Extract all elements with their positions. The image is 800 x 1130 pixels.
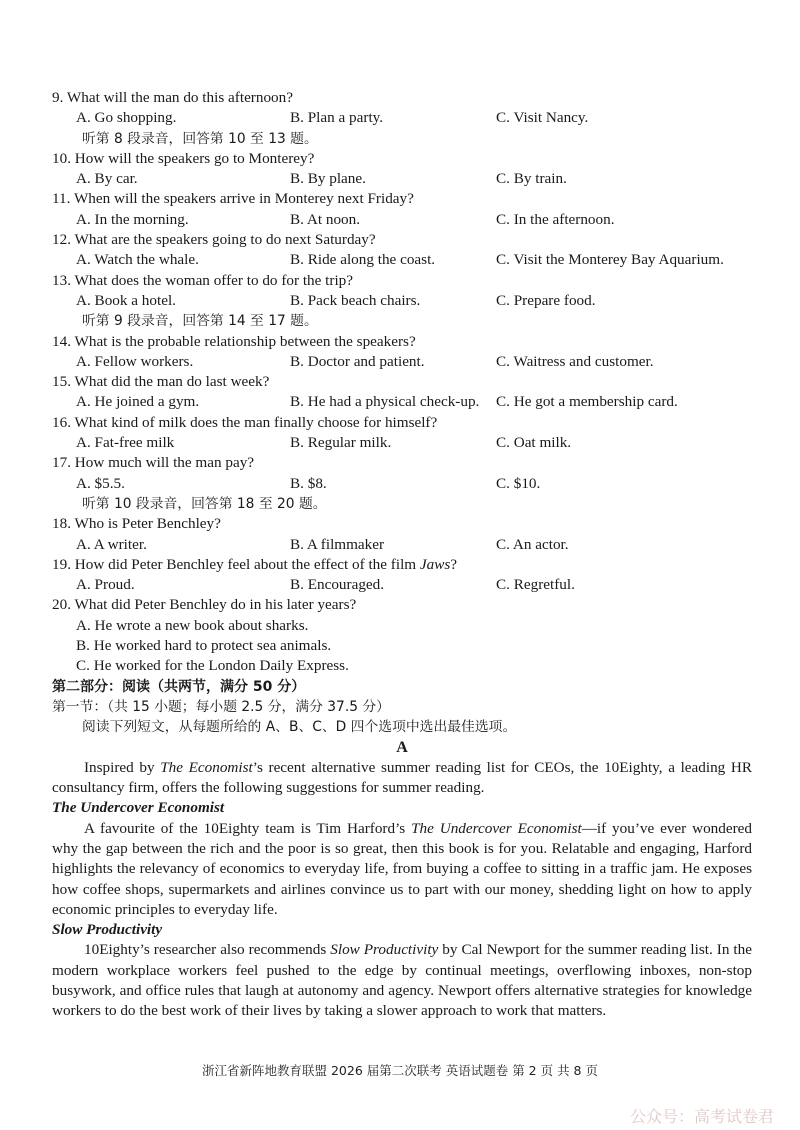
option-b: B. Pack beach chairs. <box>290 291 421 309</box>
question-15: 15. What did the man do last week? <box>52 373 270 391</box>
exam-page <box>52 88 752 1022</box>
question-14-options <box>52 352 752 372</box>
question-9-options <box>52 108 752 128</box>
question-9: 9. What will the man do this afternoon? <box>52 89 293 106</box>
option-c: C. By train. <box>496 170 567 188</box>
watermark: 公众号：高考试卷君 <box>629 1107 774 1126</box>
option-a: A. He joined a gym. <box>76 393 200 411</box>
option-b: B. Plan a party. <box>290 109 384 127</box>
question-11: 11. When will the speakers arrive in Monterey next Friday? <box>52 190 414 208</box>
option-c: C. Visit the Monterey Bay Aquarium. <box>496 251 724 269</box>
option-c: C. Prepare food. <box>496 291 596 309</box>
option-a: A. By car. <box>76 170 138 188</box>
option-b: B. Regular milk. <box>290 434 392 452</box>
option-a: A. Fat-free milk <box>76 434 175 452</box>
question-14: 14. What is the probable relationship between the speakers? <box>52 332 416 350</box>
section-1-title: 第一节：（共 15 小题；每小题 2.5 分，满分 37.5 分） <box>52 698 390 715</box>
option-a: A. Fellow workers. <box>76 352 194 370</box>
option-c: C. $10. <box>496 474 541 492</box>
instruction-section-9: 听第 9 段录音，回答第 14 至 17 题。 <box>82 313 318 330</box>
book-1-title: The Undercover Economist <box>52 799 225 817</box>
question-17-options <box>52 474 752 494</box>
instruction-section-10: 听第 10 段录音，回答第 18 至 20 题。 <box>82 495 327 512</box>
book-2-title: Slow Productivity <box>52 921 163 939</box>
question-13-options <box>52 291 752 311</box>
question-19-options <box>52 575 752 595</box>
option-a: A. Go shopping. <box>76 109 177 127</box>
question-10-options <box>52 169 752 189</box>
instruction-section-8: 听第 8 段录音，回答第 10 至 13 题。 <box>82 130 318 147</box>
option-c: C. Oat milk. <box>496 434 572 452</box>
book-1-paragraph: A favourite of the 10Eighty team is Tim Harford’s The Undercover Economist—if you’ve ever wondered why the gap between the rich and the poor is so great, then this book is for you. Relatable and engaging, Harford highlights the relevancy of economics to everyday life, from buying a coffee to sitting in a traffic jam. He exposes how coffee shops, supermarkets and airlines convince us to part with our money, shedding light on how to apply economic principles to everyday life. <box>52 819 752 918</box>
option-c: C. Regretful. <box>496 576 575 594</box>
question-17: 17. How much will the man pay? <box>52 454 255 472</box>
reading-instruction: 阅读下列短文，从每题所给的 A、B、C、D 四个选项中选出最佳选项。 <box>82 719 517 736</box>
option-c: C. He got a membership card. <box>496 393 678 411</box>
question-16-options <box>52 433 752 453</box>
option-a: A. Proud. <box>76 576 135 594</box>
question-12: 12. What are the speakers going to do next Saturday? <box>52 231 376 249</box>
option-b: B. By plane. <box>290 170 366 188</box>
question-13: 13. What does the woman offer to do for the trip? <box>52 271 354 289</box>
option-a: A. Watch the whale. <box>76 251 199 269</box>
question-18-options <box>52 535 752 555</box>
option-c: C. In the afternoon. <box>496 210 615 228</box>
book-2-paragraph: 10Eighty’s researcher also recommends Slow Productivity by Cal Newport for the summer reading list. In the modern workplace workers feel pushed to the edge by continual meetings, overflowing inboxes, non-stop busywork, and office rules that laugh at autonomy and agency. Newport offers alternative strategies for knowledge workers to do the best work of their lives by taking a slower approach to work that matters. <box>52 941 752 1020</box>
question-16: 16. What kind of milk does the man finally choose for himself? <box>52 413 438 431</box>
option-b: B. He had a physical check-up. <box>290 393 480 411</box>
option-c: C. Waitress and customer. <box>496 352 654 370</box>
option-b: B. Ride along the coast. <box>290 251 436 269</box>
option-c: C. Visit Nancy. <box>496 109 589 127</box>
option-b: B. Doctor and patient. <box>290 352 425 370</box>
question-12-options <box>52 250 752 270</box>
option-b: B. A filmmaker <box>290 535 385 553</box>
option-a: A. He wrote a new book about sharks. <box>76 616 309 634</box>
option-b: B. He worked hard to protect sea animals. <box>76 637 332 655</box>
passage-label: A <box>396 738 408 756</box>
option-c: C. An actor. <box>496 535 569 553</box>
page-footer: 浙江省新阵地教育联盟 2026 届第二次联考 英语试题卷 第 2 页 共 8 页 <box>202 1063 598 1078</box>
question-18: 18. Who is Peter Benchley? <box>52 515 221 533</box>
option-a: A. In the morning. <box>76 210 189 228</box>
question-10: 10. How will the speakers go to Monterey? <box>52 149 315 167</box>
option-a: A. A writer. <box>76 535 147 553</box>
passage-intro: Inspired by The Economist’s recent alternative summer reading list for CEOs, the 10Eighty, a leading HR consultancy firm, offers the following suggestions for summer reading. <box>52 758 752 797</box>
question-11-options <box>52 210 752 230</box>
option-c: C. He worked for the London Daily Express. <box>76 657 349 675</box>
question-19: 19. How did Peter Benchley feel about the effect of the film Jaws? <box>52 555 458 573</box>
option-a: A. $5.5. <box>76 474 125 492</box>
option-b: B. Encouraged. <box>290 576 385 594</box>
part-2-title: 第二部分：阅读（共两节，满分 50 分） <box>52 678 306 695</box>
option-a: A. Book a hotel. <box>76 291 176 309</box>
option-b: B. $8. <box>290 474 327 492</box>
option-b: B. At noon. <box>290 210 361 228</box>
question-20: 20. What did Peter Benchley do in his later years? <box>52 596 357 614</box>
question-15-options <box>52 392 752 412</box>
